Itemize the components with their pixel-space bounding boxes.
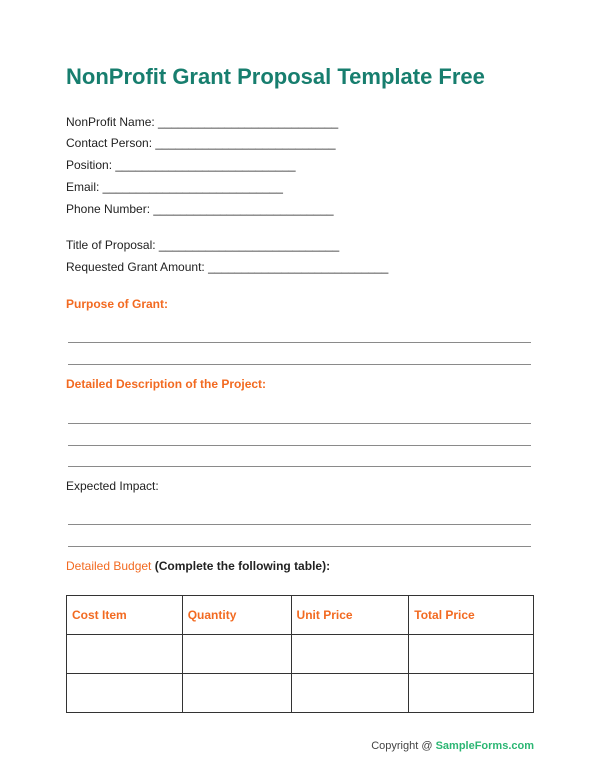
header-total-price: Total Price xyxy=(409,596,534,635)
page-title: NonProfit Grant Proposal Template Free xyxy=(66,64,485,89)
budget-label: Detailed Budget xyxy=(66,559,152,573)
table-cell[interactable] xyxy=(182,635,291,674)
table-header-row xyxy=(67,596,534,635)
table-row xyxy=(67,674,534,713)
impact-line-2 xyxy=(68,546,531,547)
table-cell[interactable] xyxy=(291,674,409,713)
purpose-line-1 xyxy=(68,342,531,343)
table-cell[interactable] xyxy=(409,674,534,713)
project-description-heading: Detailed Description of the Project: xyxy=(66,377,267,391)
phone-number-field: Phone Number: ___________________________ xyxy=(66,202,334,216)
header-cost-item: Cost Item xyxy=(67,596,183,635)
description-line-1 xyxy=(68,423,531,424)
expected-impact-heading: Expected Impact: xyxy=(66,479,159,493)
contact-person-field: Contact Person: ___________________________ xyxy=(66,136,336,150)
purpose-line-2 xyxy=(68,364,531,365)
table-cell[interactable] xyxy=(67,674,183,713)
requested-grant-amount-field: Requested Grant Amount: ___________________________ xyxy=(66,260,389,274)
table-cell[interactable] xyxy=(291,635,409,674)
header-quantity: Quantity xyxy=(182,596,291,635)
copyright-footer xyxy=(371,740,534,752)
purpose-of-grant-heading: Purpose of Grant: xyxy=(66,297,169,311)
nonprofit-name-field: NonProfit Name: ___________________________ xyxy=(66,115,339,129)
copyright-prefix: Copyright @ xyxy=(371,740,436,752)
budget-note: (Complete the following table): xyxy=(151,559,331,573)
description-line-2 xyxy=(68,445,531,446)
table-row xyxy=(67,635,534,674)
brand-link[interactable]: SampleForms.com xyxy=(435,740,534,752)
description-line-3 xyxy=(68,466,531,467)
email-field: Email: ___________________________ xyxy=(66,180,283,194)
impact-line-1 xyxy=(68,524,531,525)
table-cell[interactable] xyxy=(409,635,534,674)
position-field: Position: ___________________________ xyxy=(66,158,296,172)
header-unit-price: Unit Price xyxy=(291,596,409,635)
title-of-proposal-field: Title of Proposal: ___________________________ xyxy=(66,238,340,252)
detailed-budget-heading xyxy=(66,559,330,573)
budget-table xyxy=(66,595,534,713)
table-cell[interactable] xyxy=(67,635,183,674)
table-cell[interactable] xyxy=(182,674,291,713)
